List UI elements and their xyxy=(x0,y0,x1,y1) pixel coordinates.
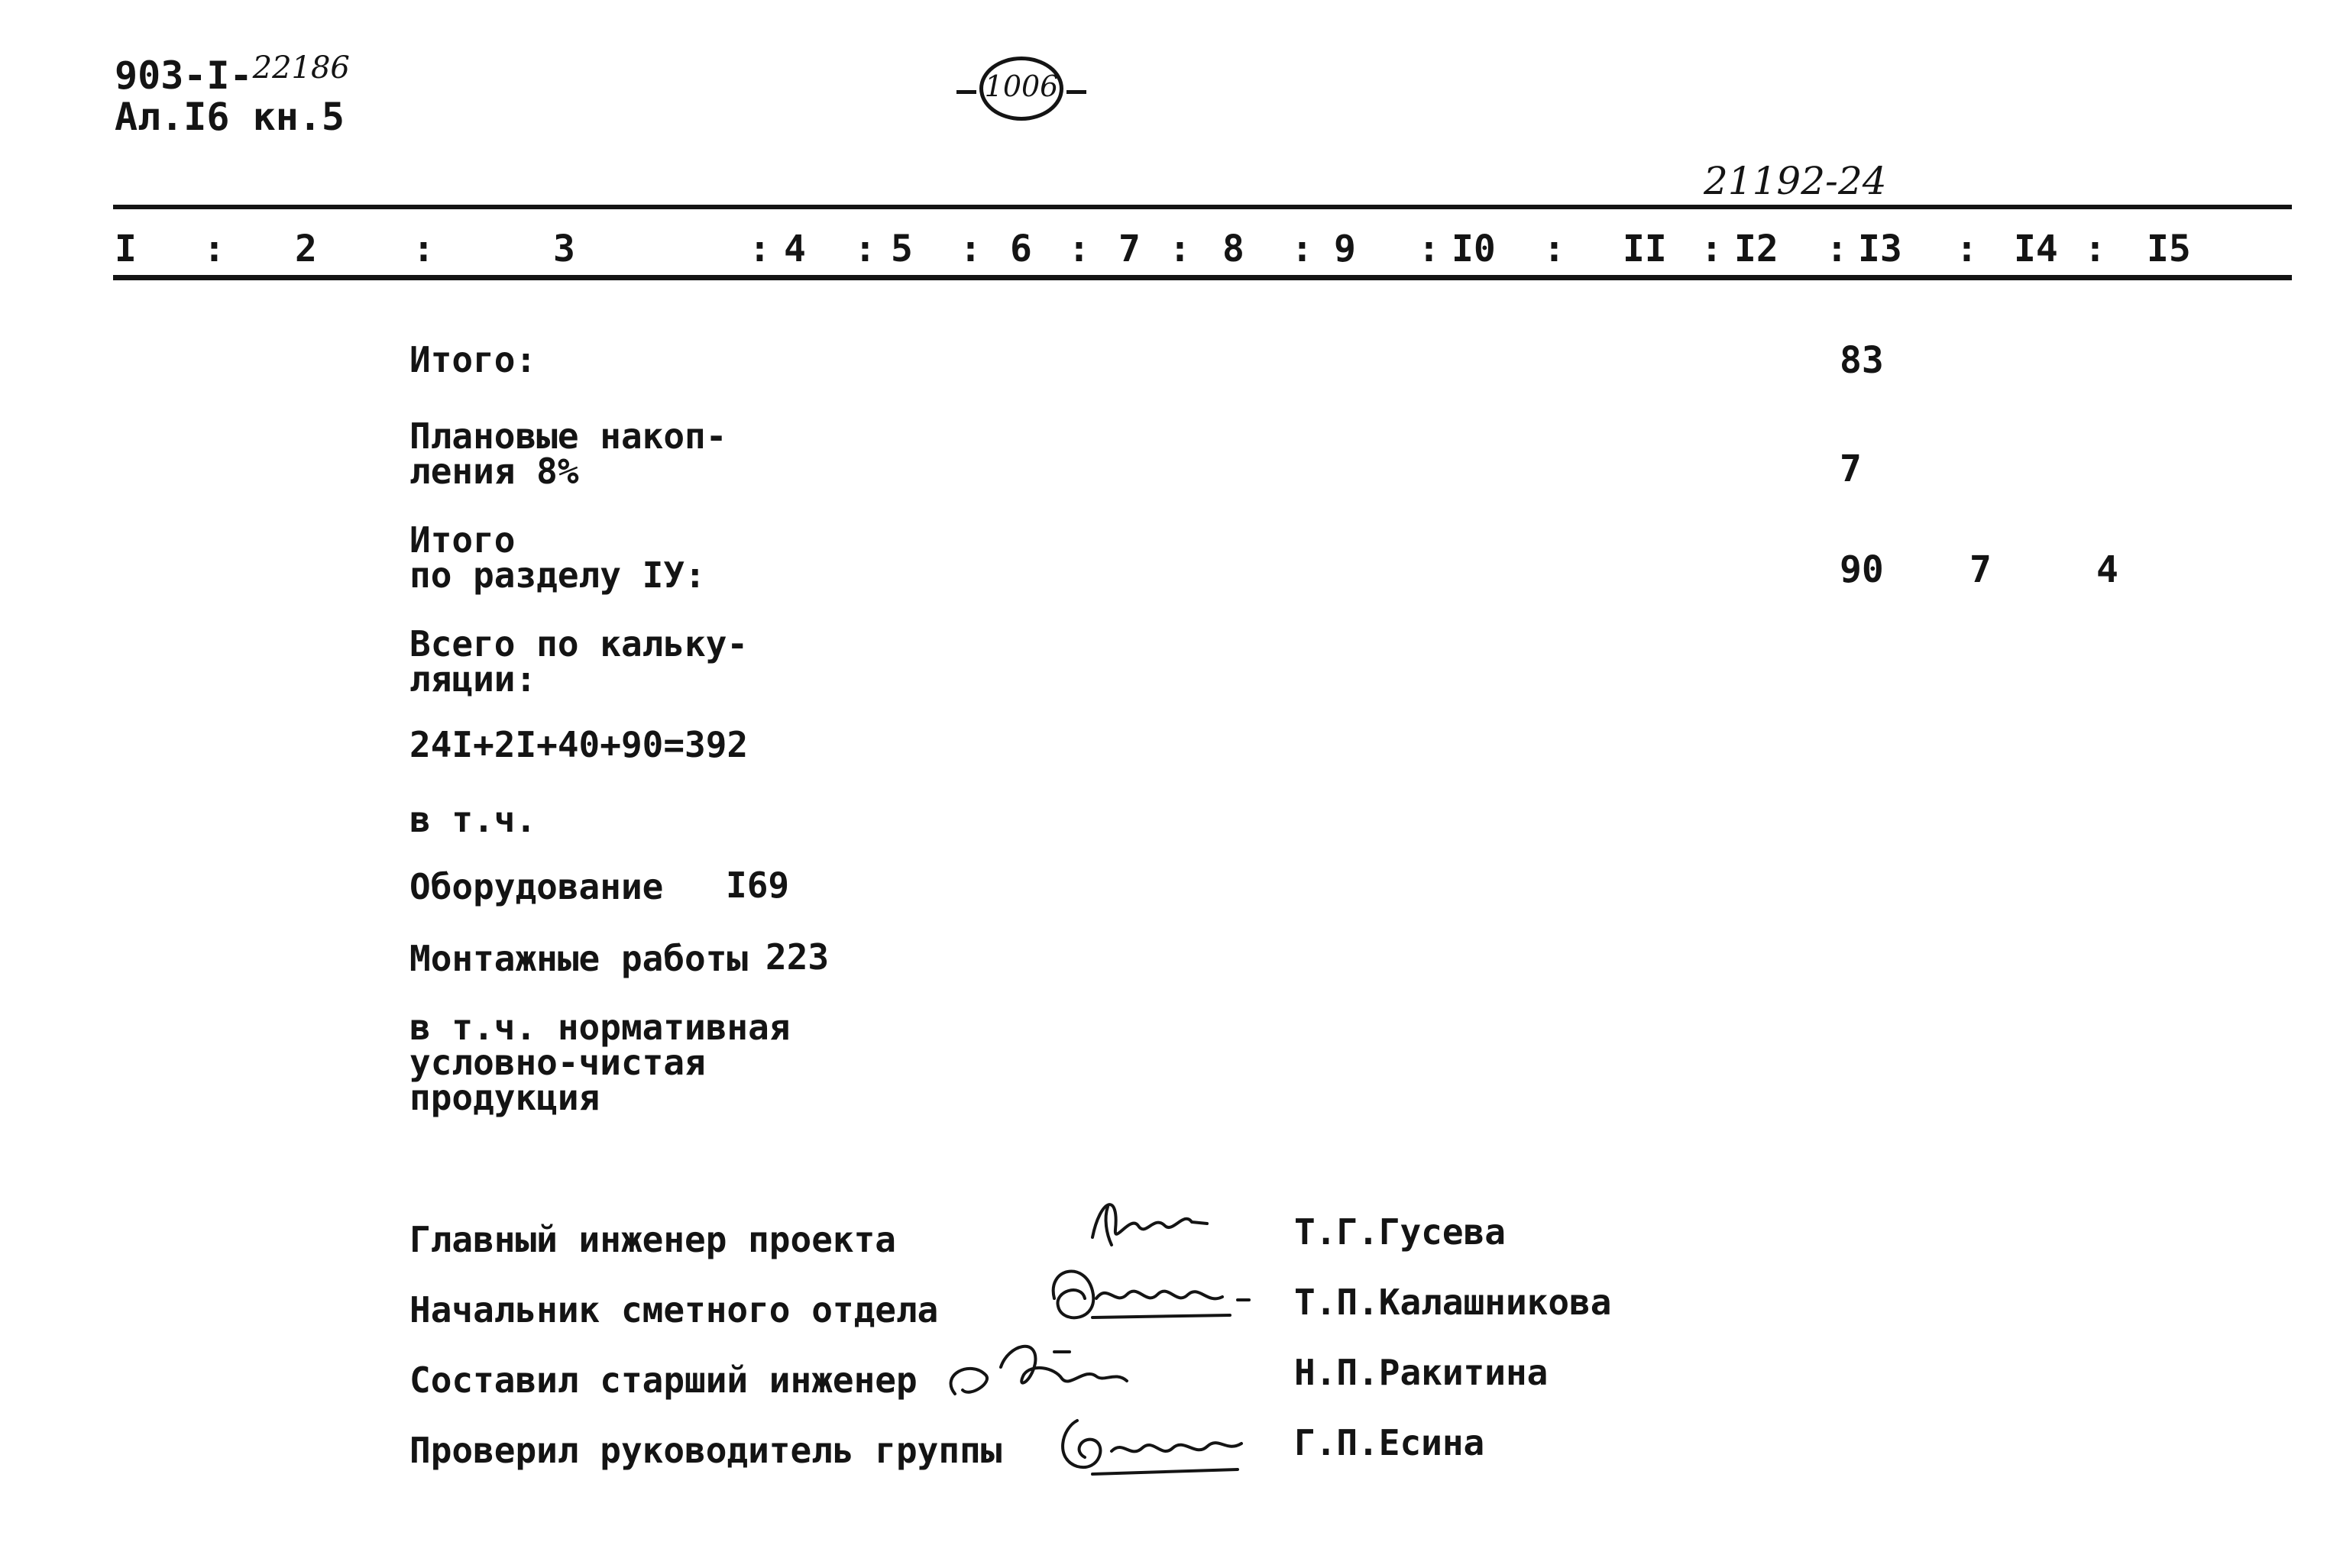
row-montazh-value: 223 xyxy=(765,936,830,978)
col-separator: : xyxy=(1826,228,1848,270)
row-itogo-razdel-col14: 7 xyxy=(1969,548,1992,591)
row-itogo-razdel-col15: 4 xyxy=(2096,548,2118,591)
col-separator: : xyxy=(1418,228,1440,270)
page-number: 1006 xyxy=(984,70,1059,103)
series-code-printed: 903-I- xyxy=(115,53,253,98)
row-vtch: в т.ч. xyxy=(409,799,537,840)
col-header-3: 3 xyxy=(553,228,575,270)
row-vsego-label-1: Всего по кальку- xyxy=(409,623,749,664)
signature-title: Проверил руководитель группы xyxy=(409,1430,1002,1471)
col-separator: : xyxy=(1956,228,1978,270)
col-separator: : xyxy=(2084,228,2106,270)
row-normativ-2: условно-чистая xyxy=(409,1042,706,1083)
col-separator: : xyxy=(854,228,876,270)
row-itogo-col13: 83 xyxy=(1840,339,1884,382)
col-header-15: I5 xyxy=(2147,228,2191,270)
col-separator: : xyxy=(203,228,225,270)
col-header-7: 7 xyxy=(1118,228,1141,270)
row-formula: 24I+2I+40+90=392 xyxy=(409,724,749,765)
row-itogo-razdel-label-2: по разделу IУ: xyxy=(409,554,706,596)
row-normativ-1: в т.ч. нормативная xyxy=(409,1007,791,1048)
row-oborudovanie-value: I69 xyxy=(726,865,790,906)
col-header-4: 4 xyxy=(784,228,806,270)
col-header-11: II xyxy=(1623,228,1667,270)
col-header-8: 8 xyxy=(1222,228,1244,270)
col-separator: : xyxy=(960,228,982,270)
signature-title: Начальник сметного отдела xyxy=(409,1289,939,1330)
col-header-1: I xyxy=(115,228,137,270)
row-planovye-label-1: Плановые накоп- xyxy=(409,415,727,457)
col-separator: : xyxy=(1169,228,1191,270)
row-oborudovanie-label: Оборудование xyxy=(409,866,664,907)
row-itogo-label: Итого: xyxy=(409,339,537,380)
row-normativ-3: продукция xyxy=(409,1077,600,1118)
signature-2-scribble xyxy=(1039,1253,1283,1337)
col-header-13: I3 xyxy=(1858,228,1902,270)
col-separator: : xyxy=(413,228,435,270)
row-montazh-label: Монтажные работы xyxy=(409,938,749,979)
stamp-dash-right xyxy=(1066,90,1086,94)
col-separator: : xyxy=(1701,228,1723,270)
album-line: Ал.I6 кн.5 xyxy=(115,95,345,139)
series-code-handwritten: 22186 xyxy=(252,50,350,86)
signature-name: Н.П.Ракитина xyxy=(1294,1352,1549,1393)
col-header-2: 2 xyxy=(295,228,317,270)
col-header-14: I4 xyxy=(2014,228,2058,270)
col-separator: : xyxy=(1543,228,1565,270)
col-separator: : xyxy=(1068,228,1090,270)
row-planovye-col13: 7 xyxy=(1840,448,1862,490)
col-header-5: 5 xyxy=(891,228,913,270)
doc-number: 21192-24 xyxy=(1704,159,1887,203)
col-header-6: 6 xyxy=(1010,228,1032,270)
page-number-stamp xyxy=(956,57,1094,125)
signature-4-scribble xyxy=(1047,1398,1261,1489)
series-code xyxy=(115,50,350,98)
top-rule xyxy=(113,205,2292,209)
row-vsego-label-2: ляции: xyxy=(409,658,537,700)
bottom-rule xyxy=(113,275,2292,280)
col-header-10: I0 xyxy=(1452,228,1496,270)
col-separator: : xyxy=(749,228,771,270)
col-header-9: 9 xyxy=(1334,228,1356,270)
col-header-12: I2 xyxy=(1734,228,1778,270)
row-planovye-label-2: ления 8% xyxy=(409,451,579,492)
signature-name: Т.П.Калашникова xyxy=(1294,1282,1612,1323)
col-separator: : xyxy=(1291,228,1313,270)
signature-title: Главный инженер проекта xyxy=(409,1219,896,1260)
signature-title: Составил старший инженер xyxy=(409,1359,918,1401)
row-itogo-razdel-label-1: Итого xyxy=(409,519,516,561)
signature-name: Т.Г.Гусева xyxy=(1294,1211,1506,1253)
stamp-dash-left xyxy=(956,90,976,94)
signature-name: Г.П.Есина xyxy=(1294,1422,1485,1463)
row-itogo-razdel-col13: 90 xyxy=(1840,548,1884,591)
